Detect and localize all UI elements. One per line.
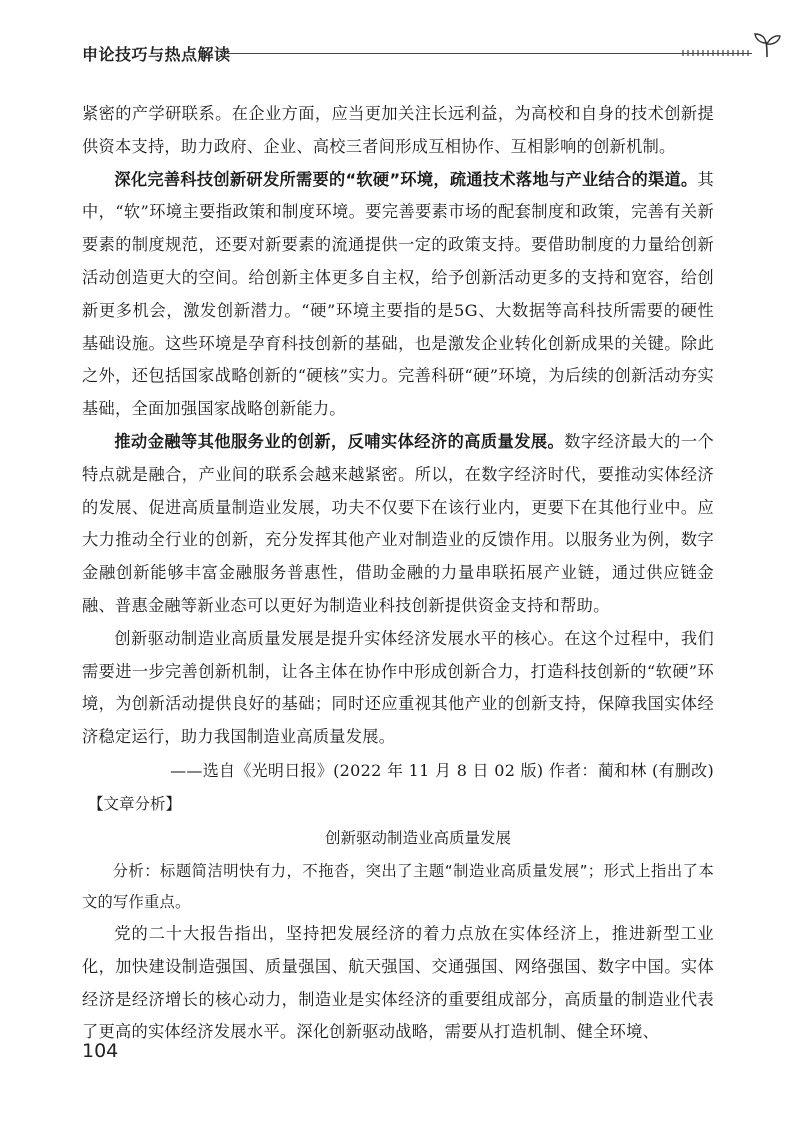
paragraph-2-text: 其中，“软”环境主要指政策和制度环境。要完善要素市场的配套制度和政策，完善有关新要素的制度规范，还要对新要素的流通提供一定的政策支持。要借助制度的力量给创新活动创造更大的空间。给创新主体更多自主权，给予创新活动更多的支持和宽容，给创新更多机会，激发创新潜力。“硬”环境主要指的是5G、大数据等高科技所需要的硬性基础设施。这些环境是孕育科技创新的基础，也是激发企业转化创新成果的关键。除此之外，还包括国家战略创新的“硬核”实力。完善科研“硬”环境，为后续的创新活动夯实基础，全面加强国家战略创新能力。 (82, 169, 714, 419)
paragraph-3 (82, 426, 714, 623)
paragraph-3-lead: 推动金融等其他服务业的创新，反哺实体经济的高质量发展。 (114, 431, 565, 451)
analysis-note: 分析：标题简洁明快有力，不拖沓，突出了主题“制造业高质量发展”；形式上指出了本文的写作重点。 (82, 861, 714, 911)
header-rule-dots (682, 50, 752, 56)
page-header (82, 36, 722, 66)
paragraph-1-text: 紧密的产学研联系。在企业方面，应当更加关注长远利益，为高校和自身的技术创新提供资本支持，助力政府、企业、高校三者间形成互相协作、互相影响的创新机制。 (82, 104, 714, 156)
paragraph-2-lead: 深化完善科技创新研发所需要的“软硬”环境，疏通技术落地与产业结合的渠道。 (114, 169, 698, 189)
sprout-icon (752, 30, 782, 58)
header-title: 申论技巧与热点解读 (82, 45, 231, 64)
paragraph-4 (82, 623, 714, 754)
article-body (82, 98, 714, 1049)
page-number: 104 (82, 1040, 119, 1062)
paragraph-4-text: 创新驱动制造业高质量发展是提升实体经济发展水平的核心。在这个过程中，我们需要进一步完善创新机制，让各主体在协作中形成创新合力，打造科技创新的“软硬”环境，为创新活动提供良好的基础；同时还应重视其他产业的创新支持，保障我国实体经济稳定运行，助力我国制造业高质量发展。 (82, 628, 714, 747)
closing-paragraph: 党的二十大报告指出，坚持把发展经济的着力点放在实体经济上，推进新型工业化，加快建设制造强国、质量强国、航天强国、交通强国、网络强国、数字中国。实体经济是经济增长的核心动力，制造业是实体经济的重要组成部分，高质量的制造业代表了更高的实体经济发展水平。深化创新驱动战略，需要从打造机制、健全环境、 (82, 923, 714, 1042)
analysis-label: 【文章分析】 (88, 794, 182, 813)
paragraph-2 (82, 164, 714, 426)
source-citation: ——选自《光明日报》(2022 年 11 月 8 日 02 版) 作者：蔺和林 (有删改) (170, 760, 714, 780)
paragraph-3-text: 数字经济最大的一个特点就是融合，产业间的联系会越来越紧密。所以，在数字经济时代，要推动实体经济的发展、促进高质量制造业发展，功夫不仅要下在该行业内，更要下在其他行业中。应大力推动全行业的创新，充分发挥其他产业对制造业的反馈作用。以服务业为例，数字金融创新能够丰富金融服务普惠性，借助金融的力量串联拓展产业链，通过供应链金融、普惠金融等新业态可以更好为制造业科技创新提供资金支持和帮助。 (82, 431, 714, 615)
paragraph-1 (82, 98, 714, 164)
header-rule (226, 53, 752, 54)
analysis-subtitle: 创新驱动制造业高质量发展 (324, 828, 511, 847)
